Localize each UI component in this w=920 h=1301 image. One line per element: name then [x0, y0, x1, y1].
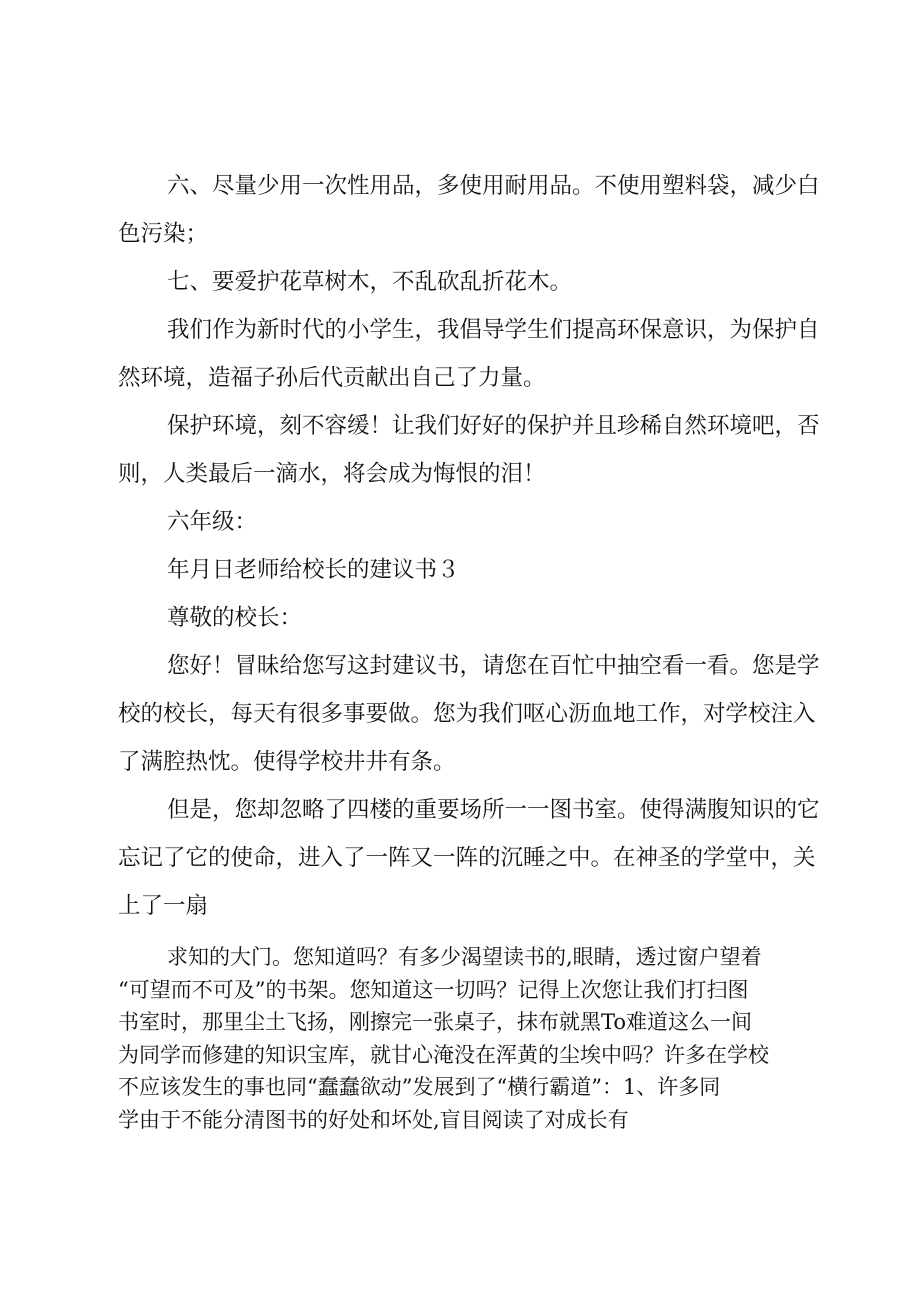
text-line: 为同学而修建的知识宝库，就甘心淹没在浑黄的尘埃中吗？许多在学校 [118, 1042, 769, 1067]
text-line: 上了一扇 [118, 893, 209, 919]
text-line: 则，人类最后一滴水，将会成为悔恨的泪！ [118, 461, 546, 487]
text-line: 我们作为新时代的小学生，我倡导学生们提高环保意识，为保护自 [167, 317, 820, 343]
text-line: “可望而不可及”的书架。您知道这一切吗？记得上次您让我们打扫图 [118, 977, 749, 1002]
text-line: 不应该发生的事也同“蠢蠢欲动”发展到了“横行霸道”：1、许多同 [118, 1075, 721, 1099]
paragraph-greeting [118, 642, 820, 786]
text-line: 了满腔热忱。使得学校井井有条。 [118, 749, 456, 775]
text-line: 忘记了它的使命，进入了一阵又一阵的沉睡之中。在神圣的学堂中，关 [118, 845, 816, 871]
text-line: 保护环境，刻不容缓！让我们好好的保护并且珍稀自然环境吧，否 [167, 413, 820, 439]
text-line: 色污染； [118, 221, 209, 247]
text-line: 六年级： [167, 509, 258, 535]
text-line: 学由于不能分清图书的好处和坏处,盲目阅读了对成长有 [118, 1107, 629, 1132]
text-line: 六、尽量少用一次性用品，多使用耐用品。不使用塑料袋，减少白 [167, 173, 820, 199]
text-line: 但是，您却忽略了四楼的重要场所一一图书室。使得满腹知识的它 [167, 797, 820, 823]
section-heading [118, 546, 460, 594]
paragraph-continuation [118, 941, 769, 1136]
signature-grade [118, 498, 257, 546]
paragraph-item-seven [118, 258, 572, 306]
text-line: 求知的大门。您知道吗？有多少渴望读书的,眼睛，透过窗户望着 [167, 945, 762, 969]
text-line: 您好！冒昧给您写这封建议书，请您在百忙中抽空看一看。您是学 [167, 653, 820, 679]
text-line: 七、要爱护花草树木，不乱砍乱折花木。 [167, 269, 573, 295]
paragraph-advocacy [118, 306, 820, 402]
text-line: 书室时，那里尘土飞扬，刚擦完一张桌子，抹布就黑To难道这么一间 [118, 1010, 753, 1034]
text-line: 年月日老师给校长的建议书３ [167, 557, 460, 583]
text-line: 尊敬的校长： [167, 605, 303, 631]
paragraph-item-six [118, 162, 820, 258]
salutation [118, 594, 302, 642]
text-line: 校的校长，每天有很多事要做。您为我们呕心沥血地工作，对学校注入 [118, 701, 816, 727]
paragraph-protect-call [118, 402, 820, 498]
text-line: 然环境，造福子孙后代贡献出自己了力量。 [118, 365, 546, 391]
paragraph-library [118, 786, 820, 930]
